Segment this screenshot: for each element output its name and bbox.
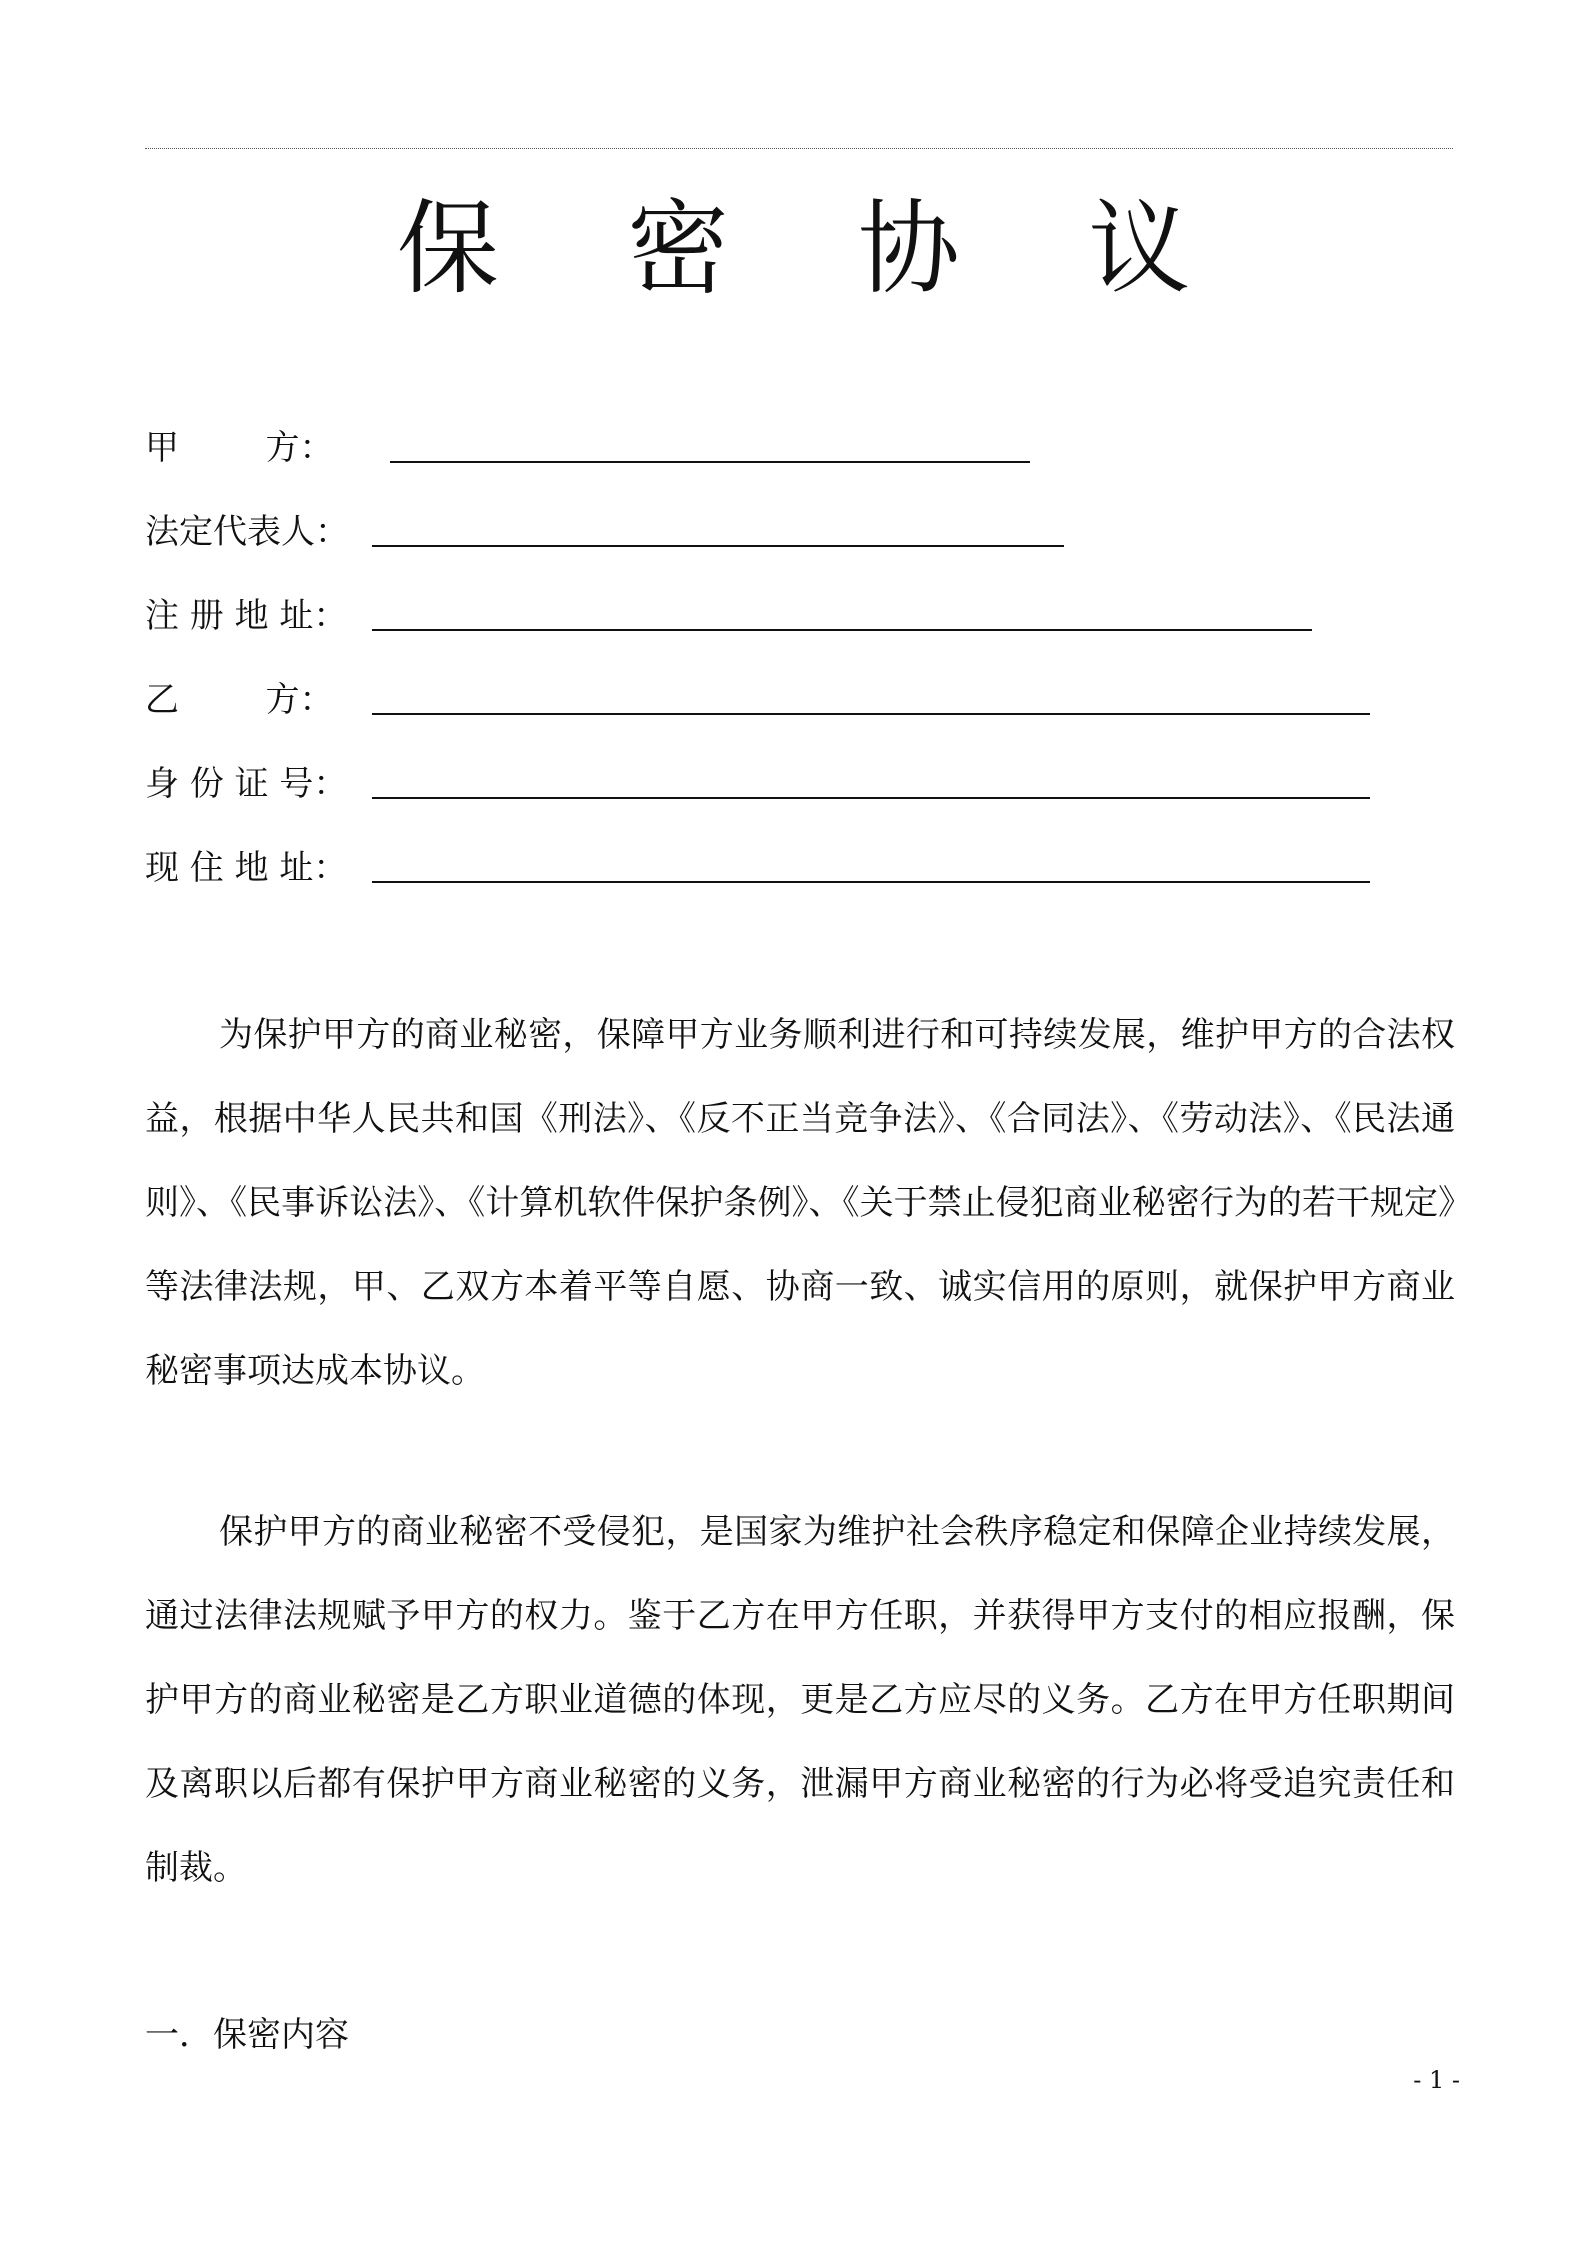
field-id-number [145,754,1375,814]
field-legal-representative [145,502,1075,562]
field-party-a [145,418,1035,478]
field-label-registered-address: 注 册 地 址： [145,596,348,636]
field-blank-party-b[interactable] [372,713,1370,715]
field-registered-address [145,586,1315,646]
field-label-id-number: 身 份 证 号： [145,764,348,804]
section-heading-confidential-content: 一．保密内容 [145,2015,349,2055]
paragraph-preamble: 为保护甲方的商业秘密，保障甲方业务顺利进行和可持续发展，维护甲方的合法权益，根据中华人民共和国《刑法》、《反不正当竞争法》、《合同法》、《劳动法》、《民法通则》、《民事诉讼法》、《计算机软件保护条例》、《关于禁止侵犯商业秘密行为的若干规定》等法律法规，甲、乙双方本着平等自愿、协商一致、诚实信用的原则，就保护甲方商业秘密事项达成本协议。 [145,1015,1455,1391]
field-label-legal-representative: 法定代表人： [145,512,349,552]
field-blank-party-a[interactable] [390,461,1030,463]
page-number: - 1 - [1413,2066,1460,2094]
field-blank-registered-address[interactable] [372,629,1312,631]
document-title: 保 密 协 议 [396,190,1239,309]
paragraph-obligation: 保护甲方的商业秘密不受侵犯，是国家为维护社会秩序稳定和保障企业持续发展，通过法律法规赋予甲方的权力。鉴于乙方在甲方任职，并获得甲方支付的相应报酬，保护甲方的商业秘密是乙方职业道德的体现，更是乙方应尽的义务。乙方在甲方任职期间及离职以后都有保护甲方商业秘密的义务，泄漏甲方商业秘密的行为必将受追究责任和制裁。 [145,1512,1455,1888]
field-label-party-a: 甲 方： [145,428,334,468]
field-label-party-b: 乙 方： [145,680,334,720]
field-blank-current-address[interactable] [372,881,1370,883]
header-divider [145,148,1453,149]
field-label-current-address: 现 住 地 址： [145,848,348,888]
field-party-b [145,670,1375,730]
field-blank-id-number[interactable] [372,797,1370,799]
field-current-address [145,838,1375,898]
field-blank-legal-representative[interactable] [372,545,1064,547]
